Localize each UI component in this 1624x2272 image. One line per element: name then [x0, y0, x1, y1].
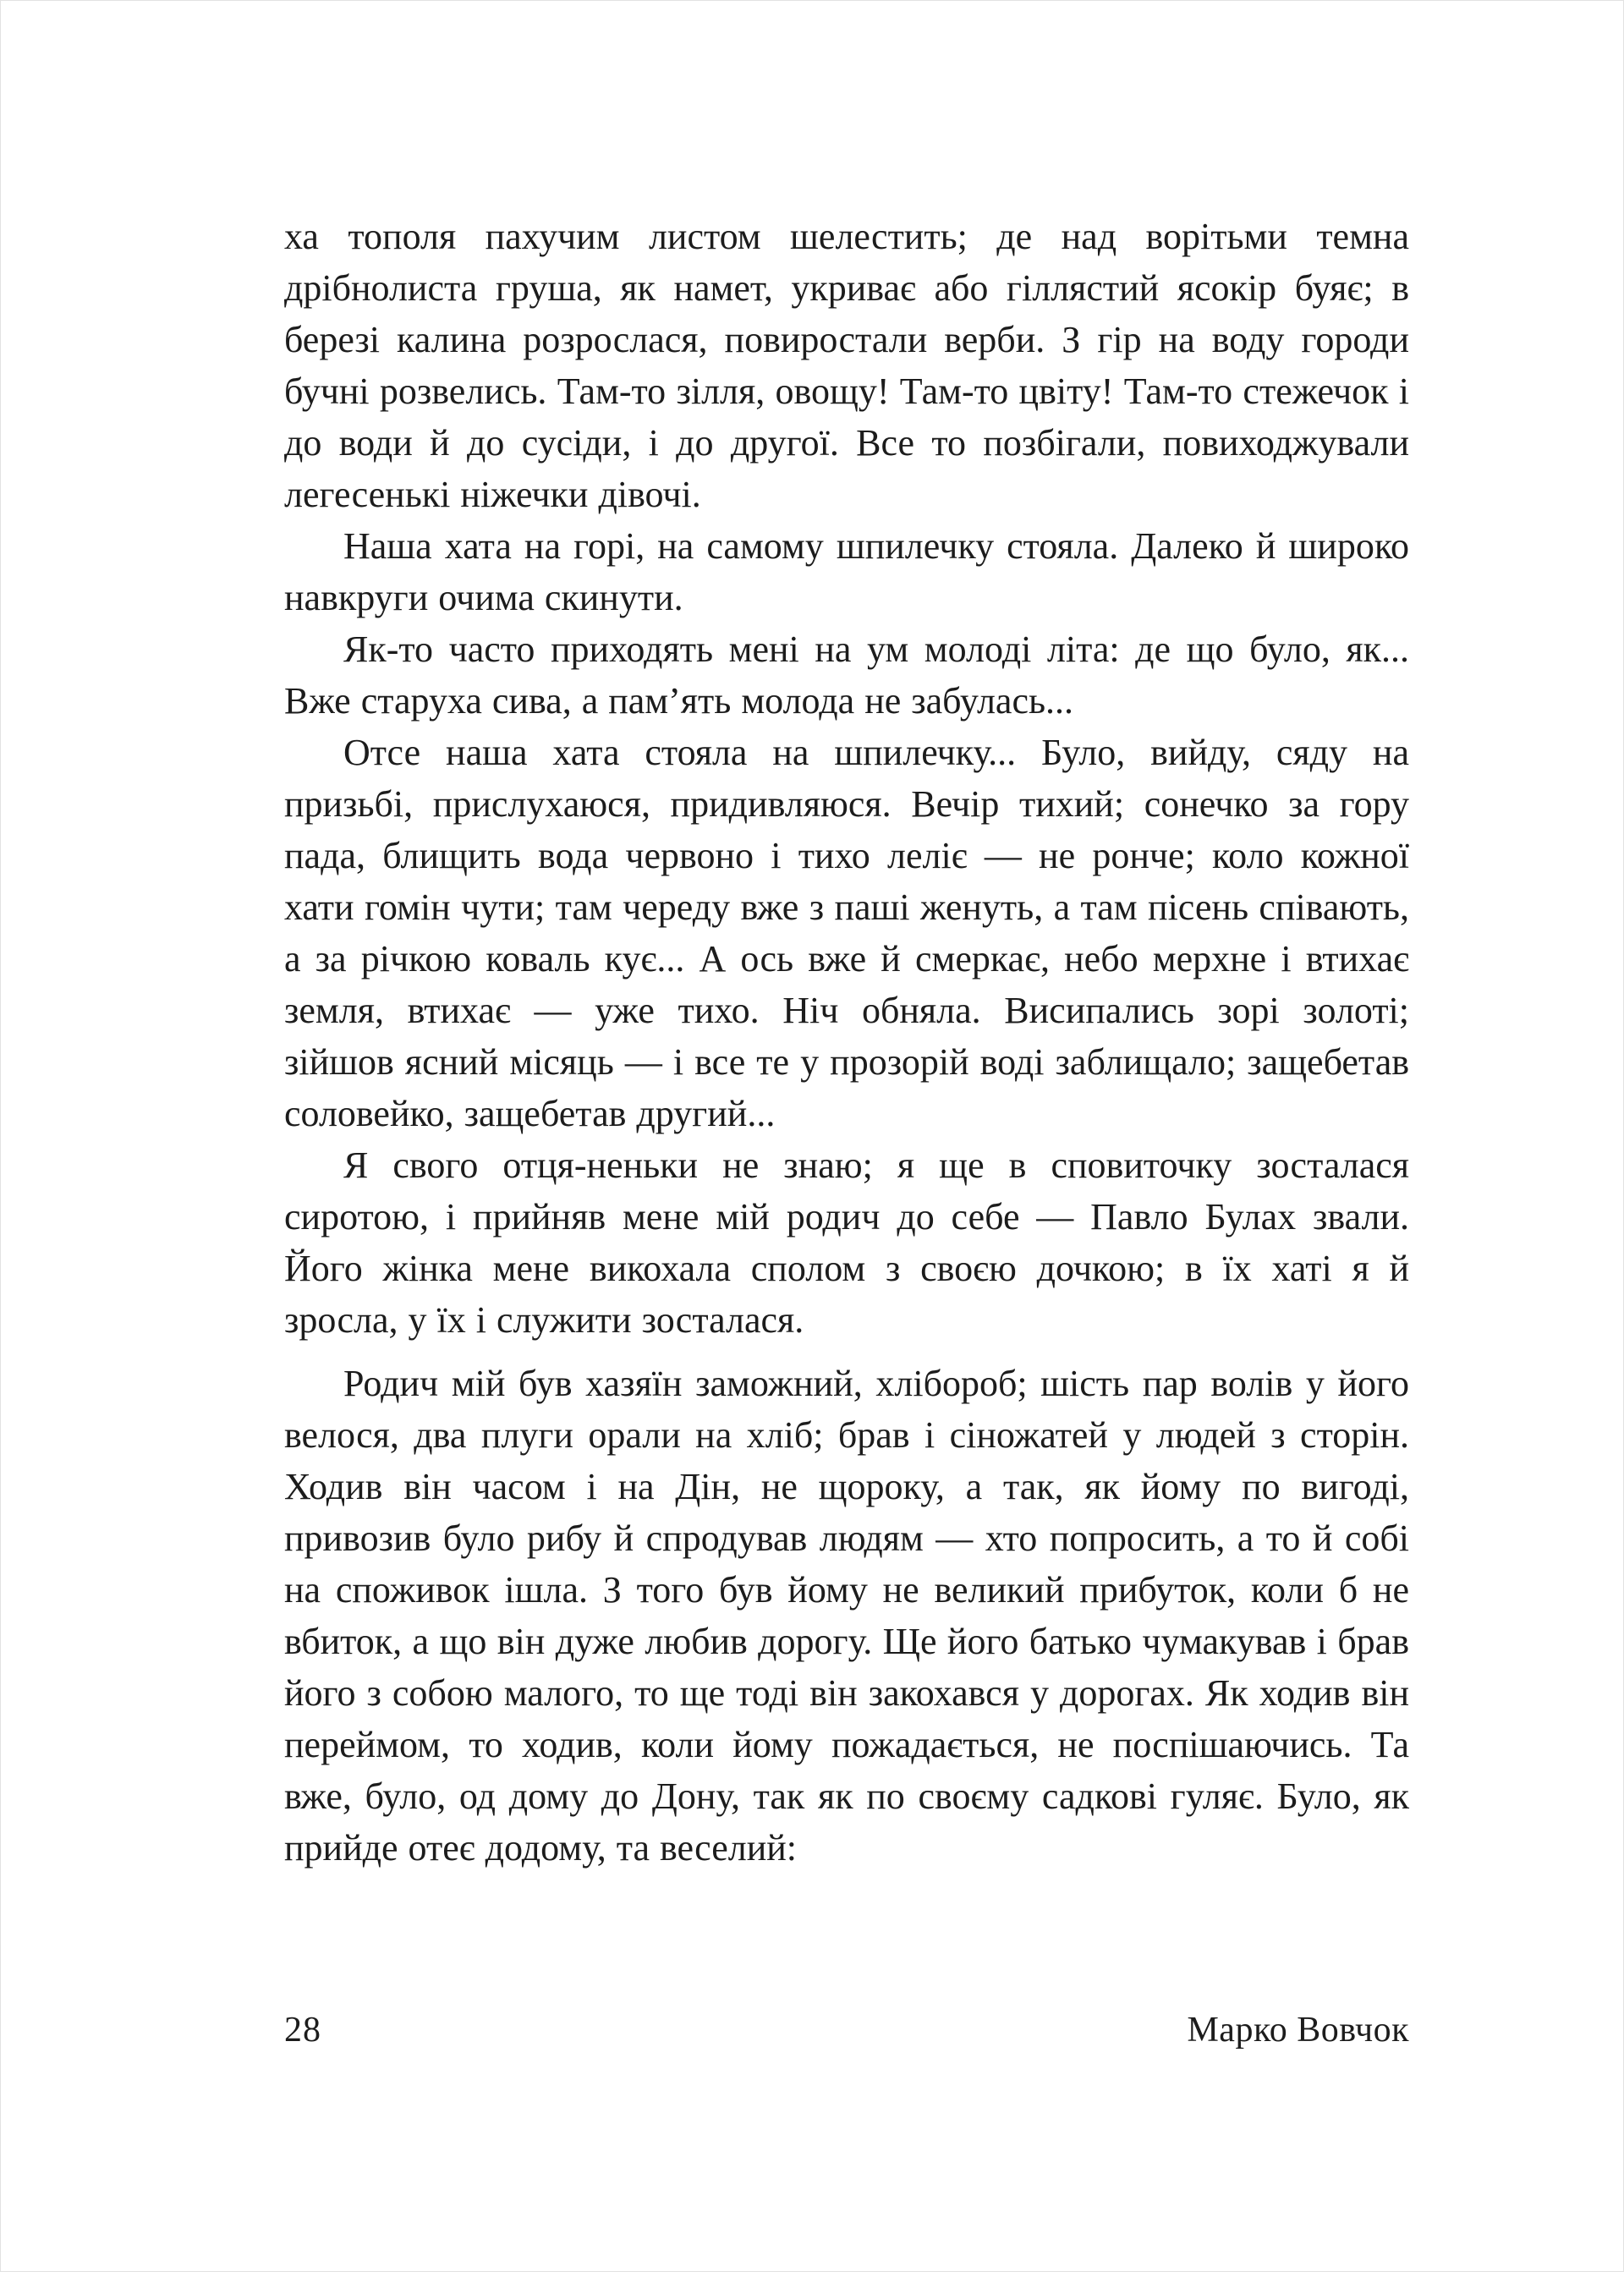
- paragraph: Родич мій був хазяїн заможний, хлібороб; шість пар волів у його велося, два плуги орали на хліб; брав і сіножатей у людей з сторін. Ходив він часом і на Дін, не щороку, а так, як йому по вигоді, привозив було рибу й спродував людям — хто попросить, а то й собі на споживок ішла. З того був йому не великий прибуток, коли б не вбиток, а що він дуже любив дорогу. Ще його батько чумакував і брав його з собою малого, то ще тоді він закохався у дорогах. Як ходив він переймом, то ходив, коли йому пожадається, не поспішаючись. Та вже, було, од дому до Дону, так як по своєму садкові гуляє. Було, як прийде отеє додому, та веселий:: [284, 1363, 1409, 1869]
- running-footer-author: Марко Вовчок: [1187, 2011, 1409, 2050]
- page-text-block: [284, 211, 1409, 1874]
- paragraph: Наша хата на горі, на самому шпилечку стояла. Далеко й широко навкруги очима скинути.: [284, 525, 1409, 618]
- paragraph: Я свого отця-неньки не знаю; я ще в сповиточку зосталася сиротою, і прийняв мене мій родич до себе — Павло Булах звали. Його жінка мене викохала сполом з своєю дочкою; в їх хаті я й зросла, у їх і служити зосталася.: [284, 1144, 1409, 1341]
- paragraph: Як-то часто приходять мені на ум молоді літа: де що було, як... Вже старуха сива, а пам’ять молода не забулась...: [284, 628, 1409, 722]
- page-footer: [284, 2012, 1409, 2048]
- page-number: 28: [284, 2011, 321, 2050]
- paragraph: Отсе наша хата стояла на шпилечку... Було, вийду, сяду на призьбі, прислухаюся, придивляюся. Вечір тихий; сонечко за гору пада, блищить вода червоно і тихо леліє — не ронче; коло кожної хати гомін чути; там череду вже з паші женуть, а там пісень співають, а за річкою коваль кує... А ось вже й смеркає, небо мерхне і втихає земля, втихає — уже тихо. Ніч обняла. Висипались зорі золоті; зійшов ясний місяць — і все те у прозорій воді заблищало; защебетав соловейко, защебетав другий...: [284, 732, 1409, 1134]
- paragraph-continuation: ха тополя пахучим листом шелестить; де над ворітьми темна дрібнолиста груша, як намет, укриває або гіллястий ясокір буяє; в березі калина розрослася, повиростали верби. З гір на воду городи бучні розвелись. Там-то зілля, овощу! Там-то цвіту! Там-то стежечок і до води й до сусіди, і до другої. Все то позбігали, повиходжували легесенькі ніжечки дівочі.: [284, 216, 1409, 515]
